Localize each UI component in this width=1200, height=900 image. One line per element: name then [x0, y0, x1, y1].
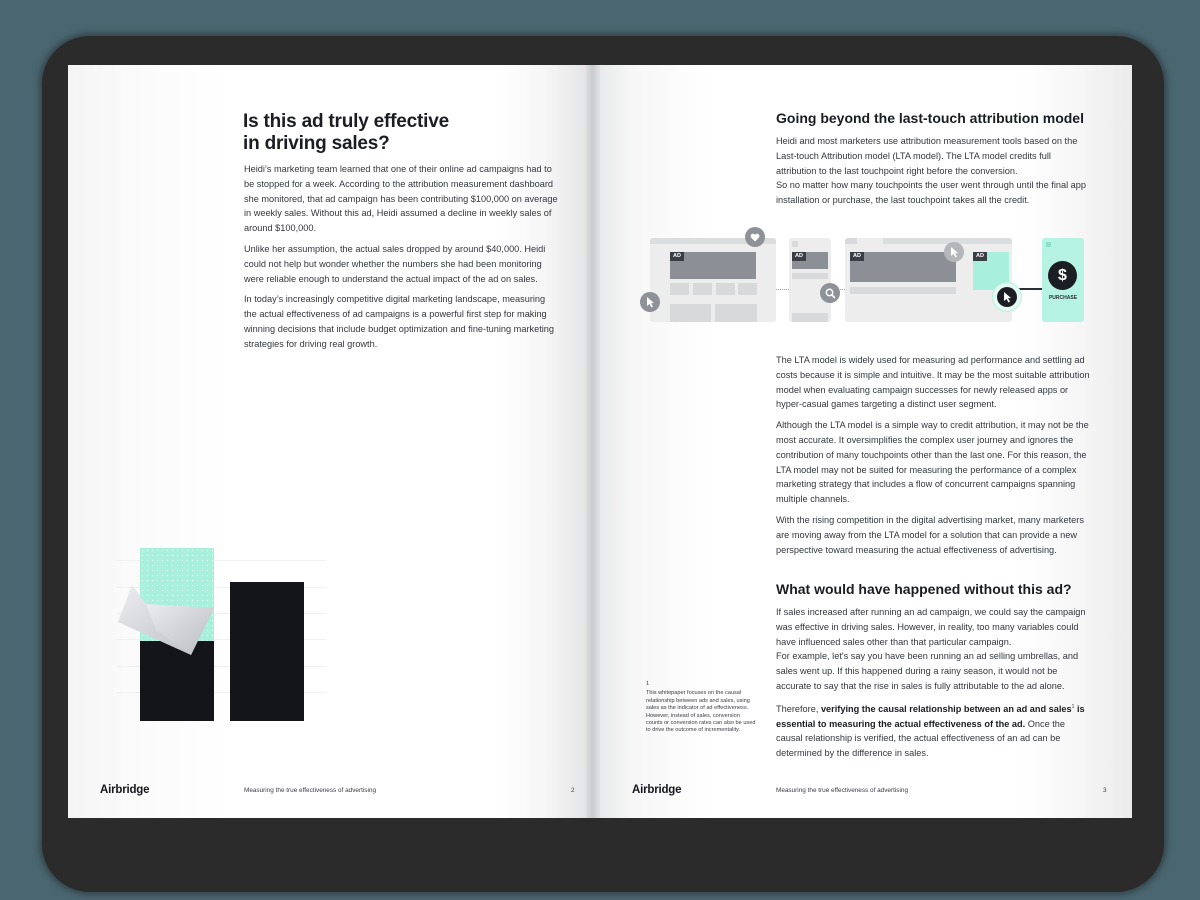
right-page	[600, 65, 1132, 818]
paragraph: For example, let's say you have been running an ad selling umbrellas, and sales went up. If this happened during a rainy season, it would not be accurate to say that the rise in sales is fully attributable to the ad alone.	[776, 651, 1079, 691]
page-number: 2	[571, 787, 575, 794]
desktop-screen	[650, 238, 776, 322]
left-page	[68, 65, 586, 818]
lta-diagram	[638, 233, 1098, 333]
paragraph: The LTA model is widely used for measuring ad performance and settling ad costs because it is simple and intuitive. It may be the most suitable attribution model when evaluating campaign successes for newly released apps or hyper-casual games targeting a distinct user segment.	[776, 355, 1090, 410]
mobile-screen	[789, 238, 831, 322]
footnote-text: This whitepaper focuses on the causal relationship between ads and sales, using sales as the indicator of ad effectiveness. However, instead of sales, conversion counts or conversion rates can also be used to drive the outcome of incrementality.	[646, 690, 756, 734]
brand-logo: Airbridge	[632, 784, 682, 796]
heart-icon	[745, 227, 765, 247]
cursor-icon	[997, 287, 1017, 307]
paragraph: Unlike her assumption, the actual sales dropped by around $40,000. Heidi could not help but wonder whether the numbers she had been monitoring were reliable enough to understand the actual impact of the ad on sales.	[244, 243, 546, 284]
ad-label: AD	[792, 252, 806, 261]
ad-label: AD	[973, 252, 987, 261]
ad-banner	[670, 252, 756, 279]
search-icon	[820, 283, 840, 303]
paragraph: Although the LTA model is a simple way to credit attribution, it may not be the most accurate. It oversimplifies the complex user journey and ignores the contribution of many touchpoints other than the last one. For this reason, the LTA model may not be suited for measuring the performance of a complex marketing strategy that includes a flow of concurrent campaigns spanning multiple channels.	[776, 420, 1089, 505]
paragraph-emphasis	[776, 700, 1094, 761]
page-title	[243, 111, 449, 155]
title-line-1: Is this ad truly effective	[243, 111, 449, 132]
ad-label: AD	[850, 252, 864, 261]
paragraph: Heidi and most marketers use attribution measurement tools based on the Last-touch Attribution model (LTA model). The LTA model credits full attribution to the last touchpoint right before the conversion.	[776, 136, 1078, 176]
book-spine	[586, 65, 600, 818]
footer-title: Measuring the true effectiveness of advertising	[776, 787, 909, 794]
cursor-icon	[640, 292, 660, 312]
text: Once the causal relationship is verified, the actual effectiveness of an ad can be determined by the difference in sales.	[776, 718, 1066, 759]
footnote-ref[interactable]: 1	[1071, 703, 1075, 710]
purchase-card	[1042, 238, 1084, 322]
ad-banner	[850, 252, 956, 282]
cursor-pulse	[992, 282, 1022, 312]
ad-banner	[792, 252, 828, 269]
connector	[775, 289, 789, 290]
paragraph: Heidi’s marketing team learned that one of their online ad campaigns had to be stopped for a week. According to the attribution measurement dashboard she monitored, that ad campaign has been contributing $100,000 on average in weekly sales. Without this ad, Heidi assumed a decline in weekly sales of around $100,000.	[244, 164, 558, 234]
paragraph: So no matter how many touchpoints the user went through until the final app installation or purchase, the last touchpoint takes all the credit.	[776, 180, 1087, 206]
emphasis: verifying the causal relationship between an ad and sales	[820, 703, 1072, 714]
section1-body	[776, 353, 1094, 563]
bar-illustration	[116, 545, 331, 723]
emphasis: is essential to measuring the actual effectiveness of the ad.	[776, 703, 1085, 729]
peeled-paper-icon	[116, 545, 331, 723]
footnote-number: 1	[646, 681, 650, 687]
paragraph: If sales increased after running an ad campaign, we could say the campaign was effective in driving sales. However, in reality, too many variables could have influenced sales other than that particular campaign.	[776, 607, 1086, 647]
ad-label: AD	[670, 252, 684, 261]
paragraph: With the rising competition in the digital advertising market, many marketers are moving away from the LTA model for a solution that can provide a new perspective toward measuring the actual effectiveness of advertising.	[776, 514, 1084, 555]
dollar-icon: $	[1048, 261, 1077, 290]
paragraph: In today’s increasingly competitive digital marketing landscape, measuring the actual effectiveness of ad campaigns is a powerful first step for making winning decisions that include budget optimization and fine-tuning marketing strategies for driving real growth.	[244, 294, 555, 349]
cursor-icon	[944, 242, 964, 262]
section-title: What would have happened without this ad?	[776, 581, 1072, 597]
footer-title: Measuring the true effectiveness of advertising	[244, 787, 377, 794]
section1-intro	[776, 134, 1092, 214]
left-body	[244, 162, 560, 358]
section-title: Going beyond the last-touch attribution model	[776, 110, 1084, 126]
title-line-2: in driving sales?	[243, 133, 390, 154]
text: Therefore,	[776, 703, 821, 714]
purchase-label: PURCHASE	[1048, 295, 1078, 301]
footnote	[646, 681, 756, 735]
page-number: 3	[1103, 787, 1107, 794]
section2-body	[776, 605, 1094, 767]
brand-logo: Airbridge	[100, 784, 150, 796]
